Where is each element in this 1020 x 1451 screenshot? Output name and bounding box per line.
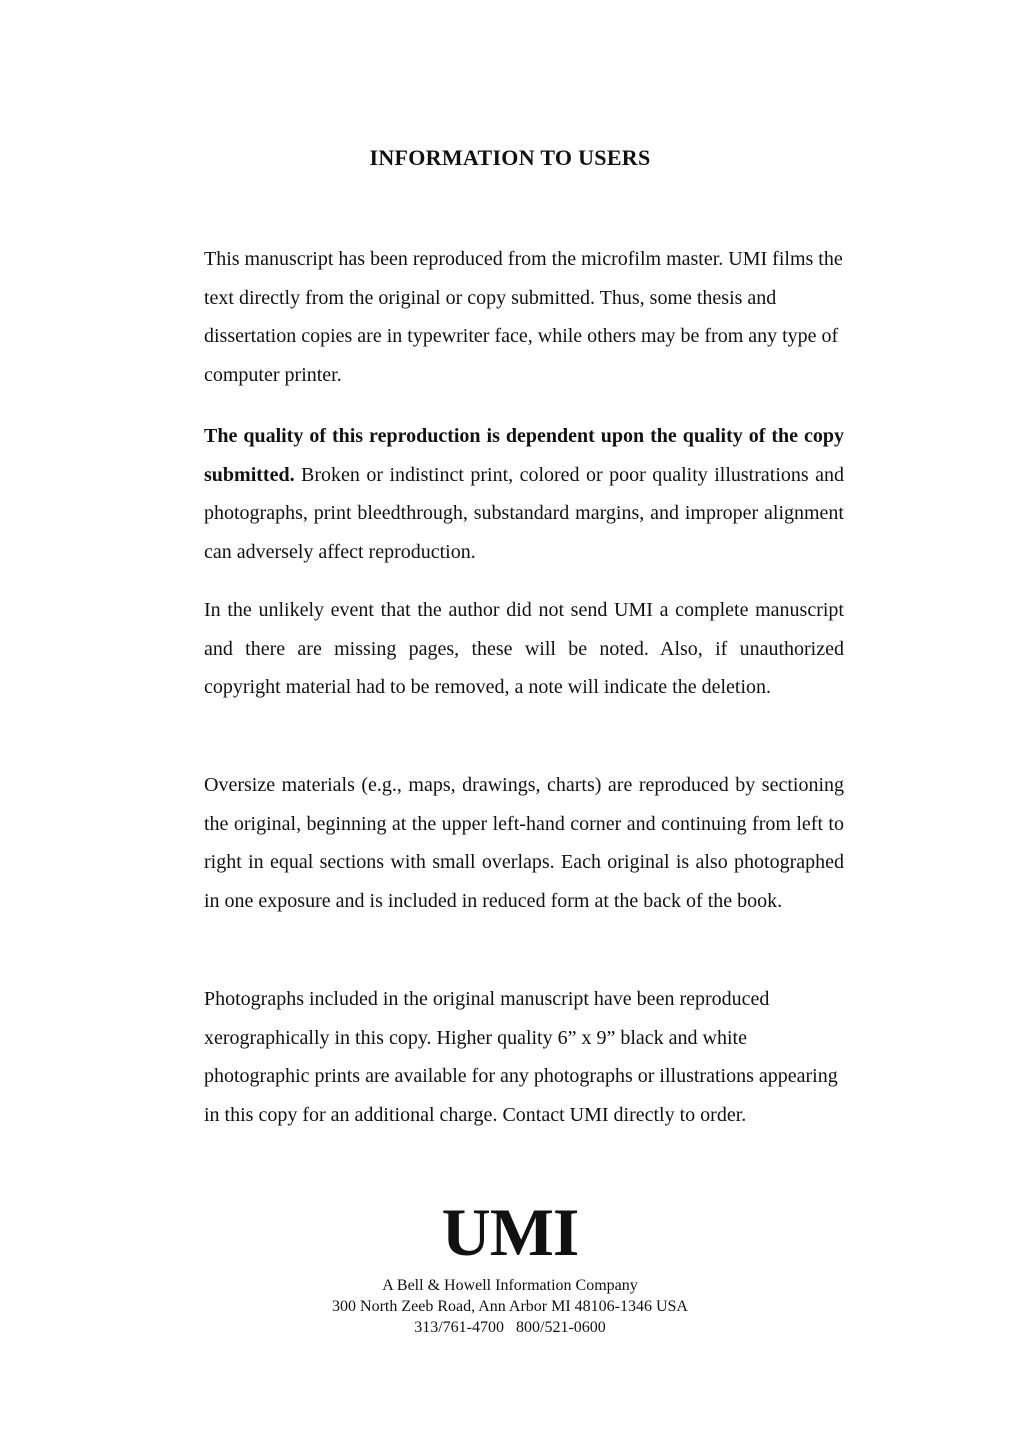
paragraph-oversize-materials: Oversize materials (e.g., maps, drawings, charts) are reproduced by sectioning the original, beginning at the upper left-hand corner and continuing from left to right in equal sections with small overlaps. Each original is also photographed in one exposure and is included in reduced form at the back of the book.: [204, 774, 844, 912]
paragraph-quality-notice: [204, 417, 844, 571]
company-address: 300 North Zeeb Road, Ann Arbor MI 48106-1346 USA: [332, 1298, 688, 1315]
quality-statement: The quality of this reproduction is dependent upon the quality of the copy submitted.: [204, 425, 844, 486]
paragraph-photographs: Photographs included in the original manuscript have been reproduced xerographically in this copy. Higher quality 6” x 9” black and white photographic prints are available for any photographs or illustrations appearing in this copy for an additional charge. Contact UMI directly to order.: [204, 988, 838, 1126]
company-name: A Bell & Howell Information Company: [382, 1277, 638, 1294]
company-address-block: [0, 1275, 1020, 1338]
page-title: INFORMATION TO USERS: [369, 145, 651, 170]
umi-logo: UMI: [441, 1194, 579, 1270]
paragraph-missing-pages: In the unlikely event that the author did not send UMI a complete manuscript and there are missing pages, these will be noted. Also, if unauthorized copyright material had to be removed, a note will indicate the deletion.: [204, 599, 844, 698]
quality-details: Broken or indistinct print, colored or poor quality illustrations and photographs, print bleedthrough, substandard margins, and improper alignment can adversely affect reproduction.: [204, 463, 844, 563]
paragraph-microfilm-notice: This manuscript has been reproduced from the microfilm master. UMI films the text directly from the original or copy submitted. Thus, some thesis and dissertation copies are in typewriter face, while others may be from any type of computer printer.: [204, 248, 843, 386]
company-phones: 313/761-4700 800/521-0600: [414, 1319, 606, 1336]
